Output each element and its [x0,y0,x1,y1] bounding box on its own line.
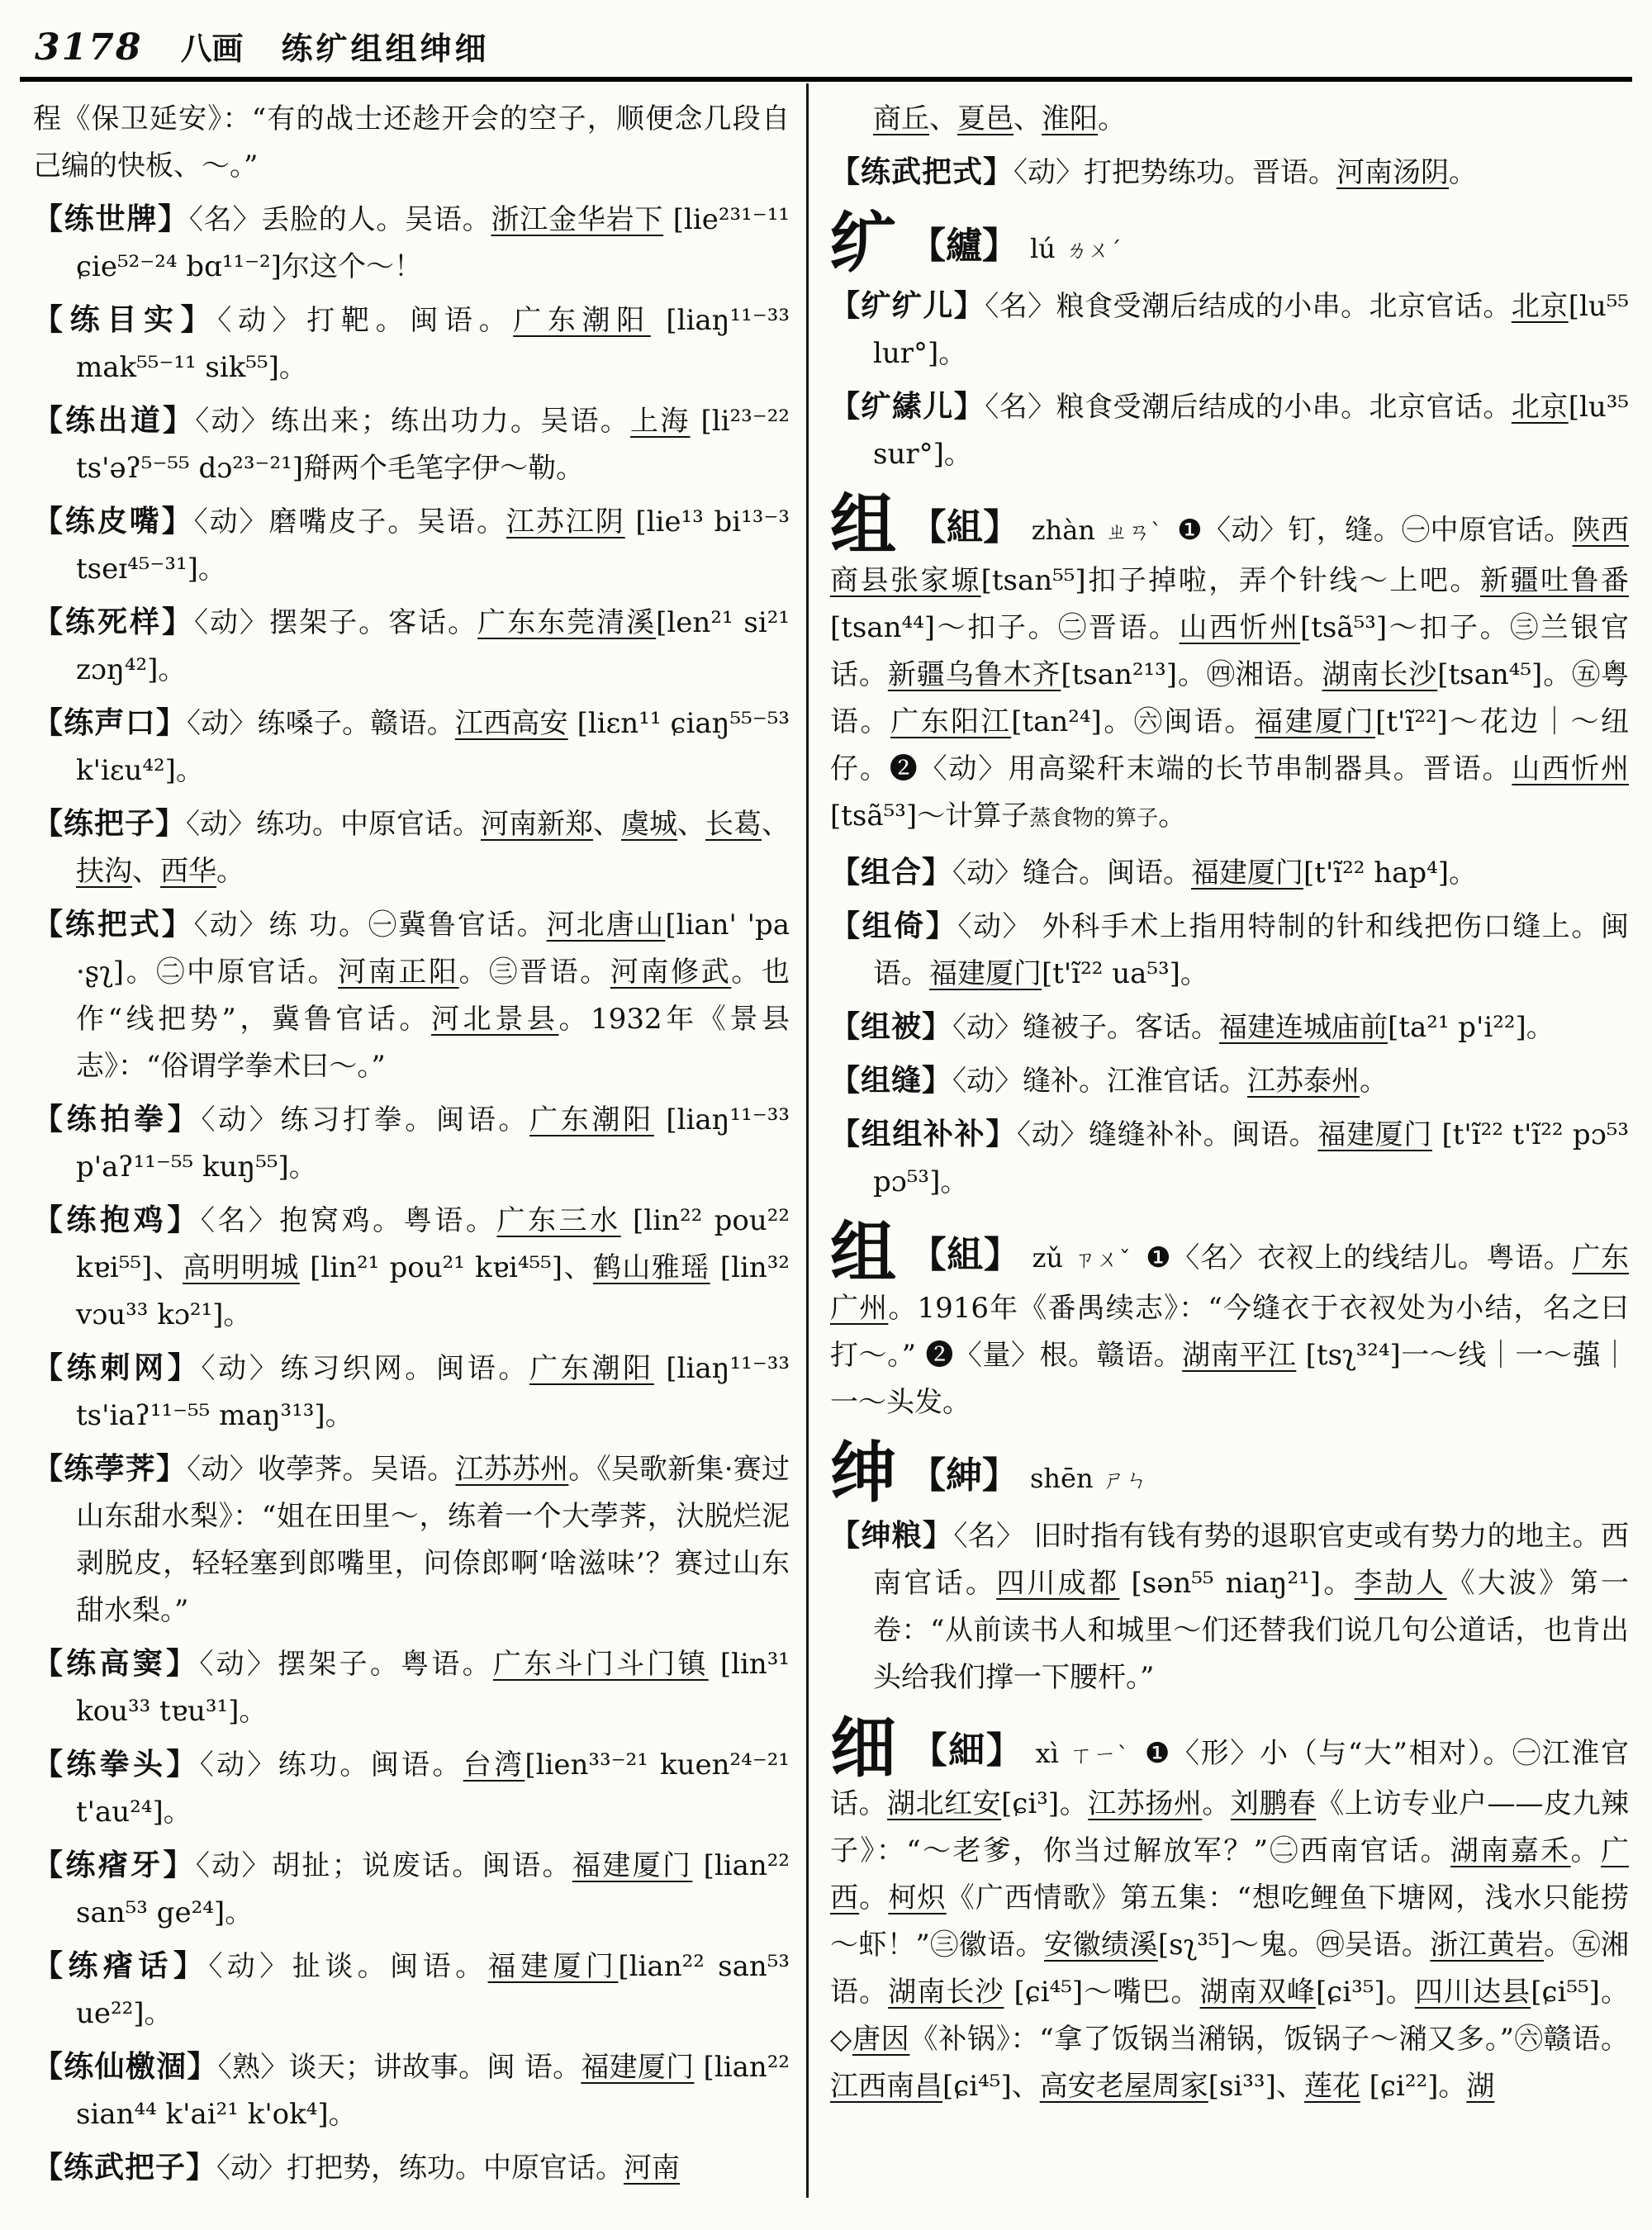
dict-entry: 【组倚】〈动〉 外科手术上指用特制的针和线把伤口缝上。闽语。福建厦门[t'ĩ²² ua⁵³]。 [830,909,1629,990]
head-body: ❶〈形〉小（与“大”相对）。㊀江淮官话。湖北红安[ɕi³]。江苏扬州。刘鹏春《上访专业户——皮九辣子》：“～老爹，你当过解放军？”㊁西南官话。湖南嘉禾。广西。柯炽《广西情歌》第五集：“想吃鲤鱼下塘网，浅水只能捞～虾！”㊂徽语。安徽绩溪[sʅ³⁵]～鬼。㊃吴语。浙江黄岩。㊄湘语。湖南长沙 [ɕi⁴⁵]～嘴巴。湖南双峰[ɕi³⁵]。四川达县[ɕi⁵⁵]。◇唐因《补锅》：“拿了饭锅当潲锅，饭锅子～潲又多。”㊅赣语。江西南昌[ɕi⁴⁵]、高安老屋周家[si³³]、莲花 [ɕi²²]。湖 [830,1737,1630,2103]
head-char: 纩 [830,204,896,282]
dict-entry: 【练㾪牙】〈动〉胡扯；说废话。闽语。福建厦门 [lian²² san⁵³ ge²⁴]。 [33,1848,790,1929]
right-column [809,83,1632,2198]
dict-entry: 【练仙檄涸】〈熟〉谈天；讲故事。闽 语。福建厦门 [lian²² sian⁴⁴ k'ai²¹ k'ok⁴]。 [33,2049,790,2131]
dict-entry: 【练㾪话】〈动〉扯谈。闽语。福建厦门[lian²² san⁵³ ue²²]。 [33,1948,790,2030]
pinyin: zhàn [1031,515,1095,546]
pinyin: zǔ [1032,1242,1064,1274]
dict-entry: 【纩縤儿】〈名〉粮食受潮后结成的小串。北京官话。北京[lu³⁵ sur°]。 [830,389,1629,471]
header-rule [20,77,1632,82]
section-head [830,1213,1630,1426]
two-column-body [20,83,1632,2198]
dict-entry: 【练把子】〈动〉练功。中原官话。河南新郑、虞城、长葛、扶沟、西华。 [33,806,790,888]
trad-char: 【纑】 [909,225,1018,267]
head-char: 组 [830,1213,897,1291]
section-head [830,1709,1630,2110]
entry-continuation: 商丘、夏邑、淮阳。 [873,102,1126,135]
head-char: 细 [830,1709,898,1786]
dict-entry: 【练死样】〈动〉摆架子。客话。广东东莞清溪[len²¹ si²¹ zɔŋ⁴²]。 [33,605,790,686]
trad-char: 【紳】 [909,1454,1018,1497]
head-body: ❶〈动〉钉，缝。㊀中原官话。陕西商县张家塬[tsan⁵⁵]扣子掉啦，弄个针线～上吧。新疆吐鲁番[tsan⁴⁴]～扣子。㊁晋语。山西忻州[tsã⁵³]～扣子。㊂兰银官话。新疆乌鲁木齐[tsan²¹³]。㊃湘语。湖南长沙[tsan⁴⁵]。㊄粤语。广东阳江[tan²⁴]。㊅闽语。福建厦门[t'ĩ²²]～花边｜～纽仔。❷〈动〉用高粱秆末端的长节串制器具。晋语。山西忻州 [tsã⁵³]～计算子蒸食物的箅子。 [830,514,1630,833]
dict-entry: 【练出道】〈动〉练出来；练出功力。吴语。上海 [li²³⁻²² ts'əʔ⁵⁻⁵⁵ dɔ²³⁻²¹]搿两个毛笔字伊～勒。 [33,403,790,485]
bopomofo: ㄕㄣ [1103,1468,1148,1493]
trad-char: 【組】 [909,1234,1021,1276]
page-header [20,15,1632,74]
dict-entry: 【练声口】〈动〉练嗓子。赣语。江西高安 [liɛn¹¹ ɕiaŋ⁵⁵⁻⁵³ k'iɛu⁴²]。 [33,705,790,787]
entry-continuation: 程《保卫延安》：“有的战士还趁开会的空子，顺便念几段自己编的快板、～。” [33,102,790,183]
dict-entry: 【绅粮】〈名〉 旧时指有钱有势的退职官吏或有势力的地主。西南官话。四川成都 [sən⁵⁵ niaŋ²¹]。李劼人《大波》第一卷：“从前读书人和城里～们还替我们说几句公道话，也肯出头给我们撑一下腰杆。” [830,1518,1630,1694]
trad-char: 【細】 [910,1729,1024,1772]
dict-entry: 【练皮嘴】〈动〉磨嘴皮子。吴语。江苏江阴 [lie¹³ bi¹³⁻³ tseɪ⁴⁵⁻³¹]。 [33,504,790,586]
section-head [830,204,1629,282]
dict-entry: 【组被】〈动〉缝被子。客话。福建连城庙前[ta²¹ p'i²²]。 [830,1009,1555,1044]
dict-entry: 【练拍拳】〈动〉练习打拳。闽语。广东潮阳 [liaŋ¹¹⁻³³ p'aʔ¹¹⁻⁵⁵ kuŋ⁵⁵]。 [33,1102,790,1184]
dict-entry: 【练高窦】〈动〉摆架子。粤语。广东斗门斗门镇 [lin³¹ kou³³ tɐu³¹]。 [33,1646,790,1728]
dict-entry: 【练武把式】〈动〉打把势练功。晋语。河南汤阴。 [830,154,1478,189]
dict-entry: 【练拳头】〈动〉练功。闽语。台湾[lien³³⁻²¹ kuen²⁴⁻²¹ t'au²⁴]。 [33,1747,790,1829]
dict-entry: 【练武把子】〈动〉打把势，练功。中原官话。河南 [33,2150,681,2185]
dict-entry: 【组组补补】〈动〉缝缝补补。闽语。福建厦门 [t'ĩ²² t'ĩ²² pɔ⁵³ pɔ⁵³]。 [830,1117,1630,1198]
dict-entry: 【练把式】〈动〉练 功。㊀冀鲁官话。河北唐山[lian' 'pa ·ʂʅ]。㊁中原官话。河南正阳。㊂晋语。河南修武。也作“线把势”，冀鲁官话。河北景县。1932年《景县志》：“俗谓学拳术曰～。” [33,907,790,1083]
pinyin: shēn [1030,1463,1094,1494]
bopomofo: ㄒㄧˋ [1068,1743,1130,1768]
dict-entry: 【练抱鸡】〈名〉抱窝鸡。粤语。广东三水 [lin²² pou²² kɐi⁵⁵]、高明明城 [lin²¹ pou²¹ kɐi⁴⁵⁵]、鹤山雅瑶 [lin³² vɔu³³ kɔ²¹]。 [33,1203,790,1331]
dict-entry: 【练荸荠】〈动〉收荸荠。吴语。江苏苏州。《吴歌新集·赛过山东甜水梨》：“姐在田里～，练着一个大荸荠，汏脱烂泥剥脱皮，轻轻塞到郎嘴里，问倷郎啊‘啥滋味’？赛过山东甜水梨。” [33,1451,790,1627]
bopomofo: ㄌㄨˊ [1065,238,1122,263]
dict-entry: 【练世牌】〈名〉丢脸的人。吴语。浙江金华岩下 [lie²³¹⁻¹¹ ɕie⁵²⁻²⁴ bɑ¹¹⁻²]尔这个～！ [33,202,790,283]
head-char: 组 [830,486,897,563]
section-head [830,486,1630,842]
bopomofo: ㄓㄢˋ [1104,520,1163,545]
left-column [20,83,806,2198]
dict-entry: 【纩纩儿】〈名〉粮食受潮后结成的小串。北京官话。北京[lu⁵⁵ lur°]。 [830,288,1629,370]
dict-entry: 【练刺网】〈动〉练习织网。闽语。广东潮阳 [liaŋ¹¹⁻³³ ts'iaʔ¹¹⁻⁵⁵ maŋ³¹³]。 [33,1350,790,1432]
page-number: 3178 [35,26,143,69]
head-body: ❶〈名〉衣衩上的线结儿。粤语。广东广州。1916年《番禺续志》：“今缝衣于衣衩处为小结，名之曰打～。” ❷〈量〉根。赣语。湖南平江 [tsʅ³²⁴]一～线｜一～蔃｜一～头发。 [830,1241,1630,1419]
bopomofo: ㄗㄨˇ [1073,1247,1132,1273]
pinyin: xì [1035,1738,1059,1769]
dict-entry: 【组缝】〈动〉缝补。江淮官话。江苏泰州。 [830,1063,1389,1098]
dict-entry: 【练目实】〈动〉打靶。闽语。广东潮阳 [liaŋ¹¹⁻³³ mak⁵⁵⁻¹¹ sik⁵⁵]。 [33,302,790,384]
header-head-characters: 练纩组组绅细 [281,30,490,67]
pinyin: lú [1030,233,1056,264]
dict-entry: 【组合】〈动〉缝合。闽语。福建厦门[t'ĩ²² hap⁴]。 [830,855,1478,890]
head-char: 绅 [830,1434,896,1511]
section-head [830,1434,1629,1511]
stroke-section: 八画 [180,30,244,67]
trad-char: 【組】 [909,506,1020,548]
